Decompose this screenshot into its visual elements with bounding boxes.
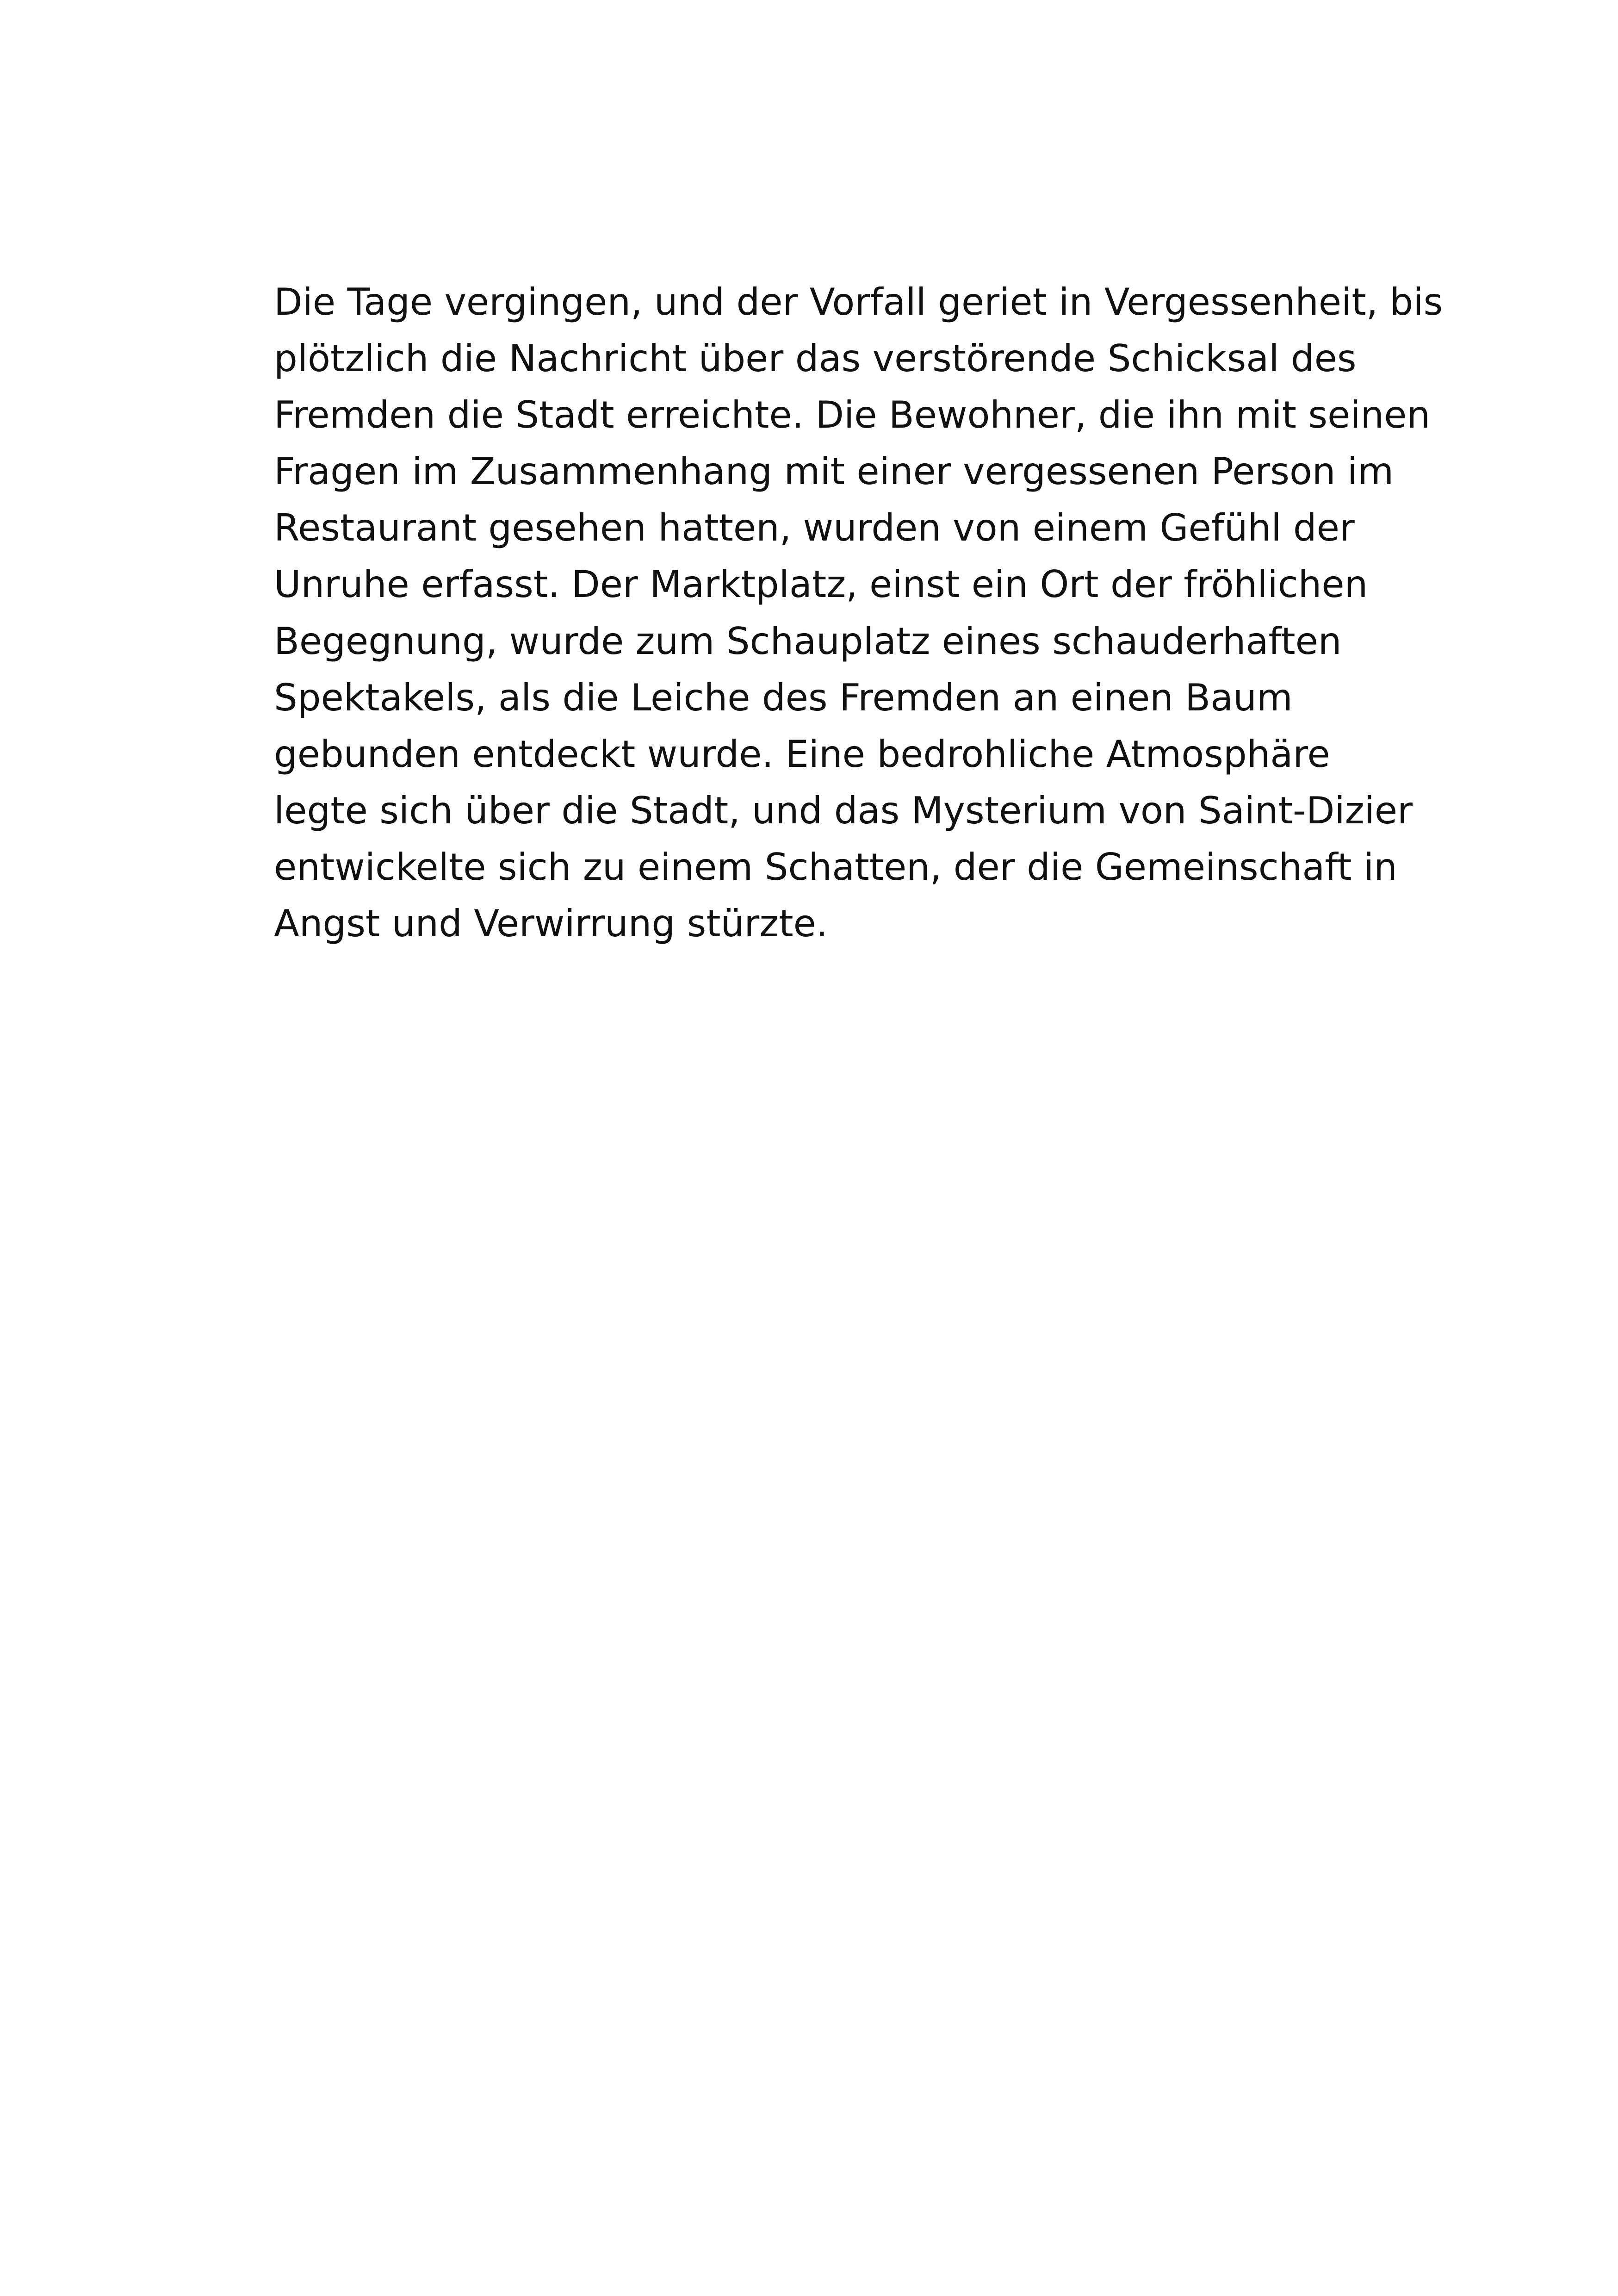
paragraph-line: Angst und Verwirrung stürzte. xyxy=(274,902,828,946)
paragraph-line: Fragen im Zusammenhang mit einer vergessenen Person im xyxy=(274,450,1394,493)
paragraph-line: Die Tage vergingen, und der Vorfall geriet in Vergessenheit, bis xyxy=(274,280,1443,324)
paragraph-line: gebunden entdeckt wurde. Eine bedrohliche Atmosphäre xyxy=(274,732,1330,776)
paragraph-line: Spektakels, als die Leiche des Fremden an einen Baum xyxy=(274,676,1293,719)
paragraph-line: plötzlich die Nachricht über das verstörende Schicksal des xyxy=(274,337,1357,380)
paragraph-line: Restaurant gesehen hatten, wurden von einem Gefühl der xyxy=(274,506,1355,550)
paragraph-line: legte sich über die Stadt, und das Mysterium von Saint-Dizier xyxy=(274,789,1413,832)
paragraph-line: entwickelte sich zu einem Schatten, der die Gemeinschaft in xyxy=(274,845,1397,889)
paragraph-line: Unruhe erfasst. Der Marktplatz, einst ein Ort der fröhlichen xyxy=(274,563,1368,606)
paragraph-line: Begegnung, wurde zum Schauplatz eines schauderhaften xyxy=(274,619,1342,663)
paragraph-line: Fremden die Stadt erreichte. Die Bewohner, die ihn mit seinen xyxy=(274,393,1431,437)
body-paragraph xyxy=(274,274,1443,952)
